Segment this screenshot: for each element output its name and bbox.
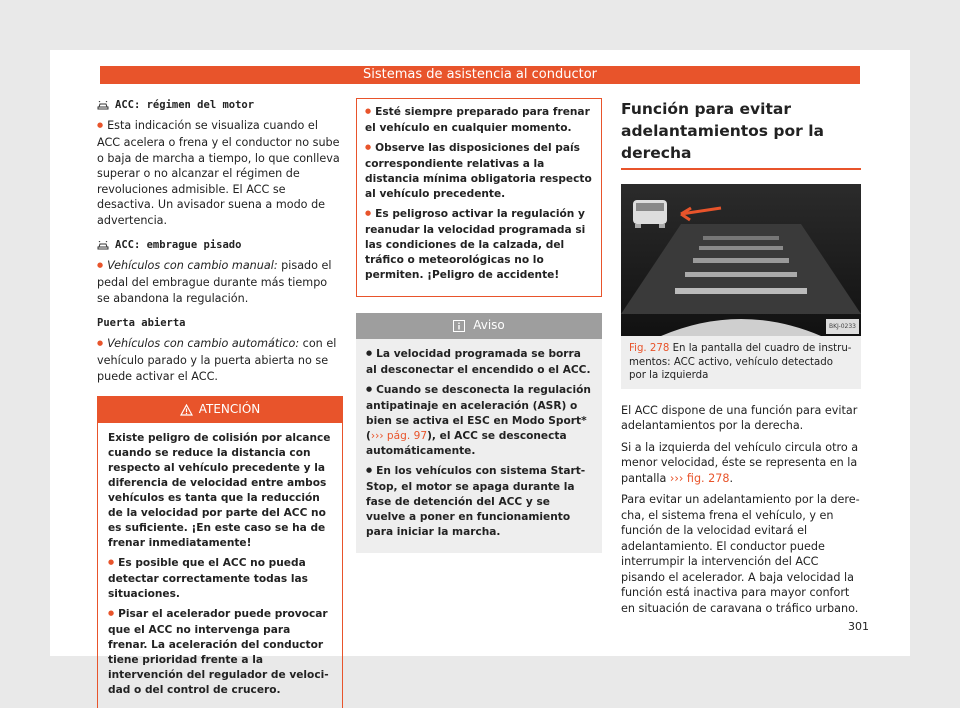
bullet-text: ● Es posible que el ACC no pueda detectar correctamente todas las situaciones.	[108, 557, 308, 600]
column-left	[97, 98, 343, 708]
paragraph: El ACC dispone de una función para evitar adelantamientos por la derecha.	[621, 403, 858, 432]
bullet-marker	[97, 259, 107, 272]
bullet-text: ● Esté siempre preparado para frenar el vehículo en cualquier momento.	[365, 106, 590, 134]
bullet-marker	[366, 384, 376, 396]
acc-car-icon	[97, 241, 109, 251]
italic-text: Vehículos con cambio automático:	[107, 336, 300, 350]
dashboard-illustration	[621, 184, 861, 336]
note-bullet	[366, 383, 592, 459]
paragraph	[97, 258, 343, 307]
figure-code: BKJ-0233	[826, 319, 859, 335]
warning-title: ATENCIÓN	[198, 402, 261, 416]
paragraph	[97, 118, 343, 229]
warning-bullet	[108, 556, 332, 602]
paragraph	[97, 336, 343, 385]
warning-header	[98, 397, 342, 423]
section-acc-rpm	[97, 98, 343, 114]
page-number: 301	[848, 620, 869, 633]
figure-278	[621, 184, 861, 336]
figure-caption	[621, 336, 861, 389]
note-bullet	[366, 464, 592, 540]
body-text: Si a la izquierda del vehículo circula otro a menor velocidad, éste se representa en la pantalla	[621, 440, 859, 485]
bullet-text: ● Pisar el acelerador puede provocar que el ACC no intervenga para frenar. La aceleración del conductor tiene prioridad frente a la intervención del regulador de velocidad o del control de crucero.	[108, 608, 329, 696]
bullet-text: ● En los vehículos con sistema Start-Stop, el motor se apaga durante la fase de detención del ACC y se vuelve a poner en funcionamiento para iniciar la marcha.	[366, 465, 585, 538]
section-heading: ACC: embrague pisado	[115, 239, 242, 251]
warning-body	[98, 423, 342, 708]
warning-bullet	[365, 207, 593, 283]
bullet-text: ● Es peligroso activar la regulación y reanudar la velocidad programada si las condiciones de la calzada, del tráfico o meteorológicas no lo permiten. ¡Peligro de accidente!	[365, 208, 585, 281]
note-bullet	[366, 347, 592, 378]
column-middle	[356, 98, 602, 553]
note-header	[356, 313, 602, 339]
italic-text: Vehículos con cambio manual:	[107, 258, 278, 272]
warning-box-continued	[356, 98, 602, 297]
paragraph: Para evitar un adelantamiento por la derecha, el sistema frena el vehículo, y en función de la velocidad evitará el adelantamiento. El conductor puede interrumpir la intervención del ACC pisando el acelerador. A baja velocidad la función está inactiva para mayor confort en situación de caravana o tráfico urbano.	[621, 493, 860, 615]
paragraph	[621, 440, 861, 487]
body-text: con el vehículo parado y la puerta abierta no se puede activar el ACC.	[97, 336, 337, 383]
body-text: ), el ACC se desconecta automáticamente.	[366, 429, 567, 457]
page-reference-link[interactable]: ››› pág. 97	[370, 429, 428, 442]
caption-text: En la pantalla del cuadro de instrumentos: ACC activo, vehículo detectado por la izquierda	[629, 343, 852, 381]
info-icon	[453, 320, 465, 332]
section-heading: ACC: régimen del motor	[115, 99, 255, 111]
body-text: pisado el pedal del embrague durante más tiempo se abandona la regulación.	[97, 258, 332, 305]
title-rule	[621, 168, 861, 170]
bullet-text: ● La velocidad programada se borra al desconectar el encendido o el ACC.	[366, 348, 590, 376]
section-heading: Puerta abierta	[97, 317, 186, 329]
body-text: Cuando se desconecta la regulación antipatinaje en aceleración (ASR) o bien se activa el ESC en Modo Sport* (	[366, 383, 591, 442]
figure-reference-link[interactable]: ››› fig. 278	[669, 471, 730, 485]
note-body	[356, 339, 602, 553]
section-acc-clutch	[97, 238, 343, 254]
body-text: .	[729, 471, 734, 485]
note-title: Aviso	[473, 318, 505, 332]
bullet-marker	[97, 337, 107, 350]
section-door-open	[97, 316, 343, 332]
warning-triangle-icon	[180, 404, 193, 416]
acc-car-icon	[97, 101, 109, 111]
figure-number: Fig. 278	[629, 343, 670, 354]
section-title: Función para evitar adelantamientos por la derecha	[621, 100, 824, 162]
page-header: Sistemas de asistencia al conductor	[100, 66, 860, 84]
warning-intro: Existe peligro de colisión por alcance cuando se reduce la distancia con respecto al vehículo precedente y la diferencia de velocidad entre ambos vehículos es tanta que la reducción de la velocidad por parte del ACC no es suficiente. ¡En este caso se ha de frenar inmediatamente!	[108, 431, 331, 549]
warning-body	[357, 99, 601, 296]
warning-box	[97, 396, 343, 708]
column-right	[621, 98, 861, 622]
warning-bullet	[108, 607, 332, 698]
detected-car-icon	[633, 200, 667, 228]
note-box	[356, 313, 602, 553]
warning-bullet	[365, 105, 593, 136]
bullet-text: ● Observe las disposiciones del país correspondiente relativas a la distancia mínima obligatoria respecto al vehículo precedente.	[365, 142, 592, 200]
warning-bullet	[365, 141, 593, 202]
bullet-text: ● Esta indicación se visualiza cuando el ACC acelera o frena y el conductor no sube o baja de marcha a tiempo, lo que conlleva superar o no alcanzar el régimen de revoluciones admisible. El ACC se desactiva. Un avisador suena a modo de advertencia.	[97, 119, 340, 227]
